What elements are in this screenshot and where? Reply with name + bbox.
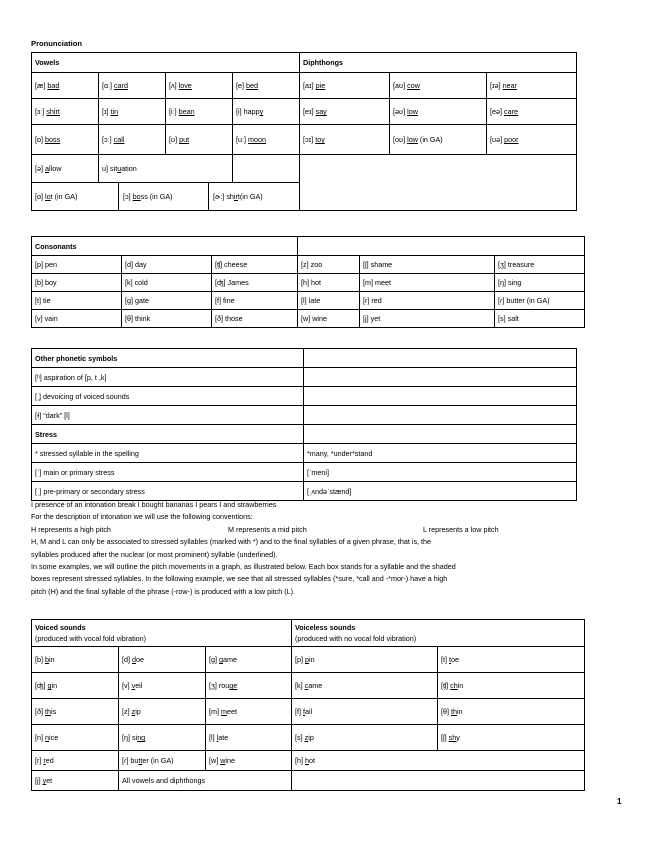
other-symbols-table <box>31 348 577 501</box>
page-title: Pronunciation <box>31 39 83 48</box>
vowel-cell: [æ] bad <box>32 73 99 99</box>
vowels-header: Vowels <box>32 53 300 73</box>
empty-cell <box>292 771 585 791</box>
voiceless-cell: [p] pin <box>292 647 438 673</box>
voiced-cell: [j] yet <box>32 771 119 791</box>
diphthong-cell: [ʊə] poor <box>487 125 577 155</box>
diphthong-cell: [aɪ] pie <box>300 73 390 99</box>
diphthong-cell: [əʊ] low <box>390 99 487 125</box>
voiceless-cell: [h] hot <box>292 751 585 771</box>
consonant-row <box>32 292 585 310</box>
vowels-table <box>31 52 577 211</box>
vowel-cell: [uː] moon <box>233 125 300 155</box>
voiced-cell: [ð] this <box>32 699 119 725</box>
symbol-example <box>304 406 577 425</box>
consonant-cell: [s] salt <box>495 310 585 328</box>
paragraph-line: H, M and L can only be associated to stressed syllables (marked with *) and to the final syllables of a given phrase, that is, the <box>31 537 432 547</box>
conventions-line: For the description of intonation we will use the following conventions: <box>31 512 253 522</box>
consonant-row <box>32 256 585 274</box>
voiced-subheader: (produced with vocal fold vibration) <box>35 634 147 643</box>
symbol-row <box>32 406 577 425</box>
symbol-description: * stressed syllable in the spelling <box>32 444 304 463</box>
ga-vowels-cell <box>32 183 300 211</box>
consonants-header: Consonants <box>32 237 298 256</box>
consonant-row <box>32 274 585 292</box>
symbol-example: [ˈmeni] <box>304 463 577 482</box>
paragraph-line: pitch (H) and the final syllable of the phrase (-row-) is produced with a low pitch (L). <box>31 586 296 596</box>
consonant-cell: [ʃ] shame <box>360 256 495 274</box>
other-symbols-header: Other phonetic symbols <box>32 349 304 368</box>
symbol-description: [ɫ] “dark” [l] <box>32 406 304 425</box>
voiced-cell: [w] wine <box>206 751 292 771</box>
high-pitch-label: H represents a high pitch <box>31 524 111 534</box>
vowel-cell: u] situation <box>99 155 233 183</box>
vowel-ga-boss: [ɔ] boss (in GA) <box>123 192 173 201</box>
consonant-cell: [l] late <box>298 292 360 310</box>
voiced-cell: [g] game <box>206 647 292 673</box>
voicing-row <box>32 725 585 751</box>
consonant-cell: [z] zoo <box>298 256 360 274</box>
vowel-row <box>32 73 577 99</box>
symbol-row <box>32 463 577 482</box>
symbol-example <box>304 387 577 406</box>
voiceless-header-cell <box>292 620 585 647</box>
consonant-cell: [d] day <box>122 256 212 274</box>
voiceless-subheader: (produced with no vocal fold vibration) <box>295 634 417 643</box>
vowel-ga-shirt: [ɚ:] shirt(in GA) <box>213 192 263 201</box>
intonation-break-line: I presence of an intonation break I bought bananas I pears I and strawberries <box>31 500 277 509</box>
consonant-cell: [t] tie <box>32 292 122 310</box>
symbol-description: [ˌ] pre-primary or secondary stress <box>32 482 304 501</box>
paragraph-line: boxes represent stressed syllables. In the following example, we see that all stressed syllables (*sure, *call and -*mor-) have a high <box>31 574 448 584</box>
consonant-cell: [ʧ] cheese <box>212 256 298 274</box>
mid-pitch-label: M represents a mid pitch <box>228 524 307 534</box>
voiced-header: Voiced sounds <box>35 623 86 632</box>
voiceless-cell: [θ] thin <box>438 699 585 725</box>
consonant-cell: [v] vain <box>32 310 122 328</box>
vowel-cell: [i] happy <box>233 99 300 125</box>
voiced-header-cell <box>32 620 292 647</box>
voiced-cell: [ŋ] sing <box>119 725 206 751</box>
symbol-row <box>32 368 577 387</box>
consonant-cell: [j] yet <box>360 310 495 328</box>
empty-cell <box>300 155 577 211</box>
voiced-cell: [d] doe <box>119 647 206 673</box>
consonant-row <box>32 310 585 328</box>
voiced-cell: [m] meet <box>206 699 292 725</box>
consonant-cell: [p] pen <box>32 256 122 274</box>
consonant-cell: [k] cold <box>122 274 212 292</box>
pitch-legend <box>31 524 631 536</box>
vowel-cell: [ʌ] love <box>166 73 233 99</box>
voicing-row <box>32 647 585 673</box>
symbol-example <box>304 368 577 387</box>
divider <box>118 183 119 210</box>
consonant-cell: [b] boy <box>32 274 122 292</box>
vowel-cell: [ʊ] put <box>166 125 233 155</box>
voiceless-cell: [ʃ] shy <box>438 725 585 751</box>
vowel-ga-lot: [ɑ] lot (in GA) <box>35 192 78 201</box>
symbol-row <box>32 425 577 444</box>
vowel-cell: [iː] bean <box>166 99 233 125</box>
consonant-cell: [ŋ] sing <box>495 274 585 292</box>
consonant-cell: [h] hot <box>298 274 360 292</box>
symbol-example: *many, *under*stand <box>304 444 577 463</box>
symbol-row <box>32 444 577 463</box>
low-pitch-label: L represents a low pitch <box>423 524 499 534</box>
symbol-example <box>304 425 577 444</box>
diphthong-cell: [aʊ] cow <box>390 73 487 99</box>
diphthong-cell: [oʊ] low (in GA) <box>390 125 487 155</box>
symbol-description: [ ̥] devoicing of voiced sounds <box>32 387 304 406</box>
voiced-cell: [l] late <box>206 725 292 751</box>
voiced-cell: [b] bin <box>32 647 119 673</box>
voiced-cell: [ɾ] butter (in GA) <box>119 751 206 771</box>
divider <box>208 183 209 210</box>
intonation-section <box>31 499 631 598</box>
symbol-row <box>32 482 577 501</box>
consonant-cell: [m] meet <box>360 274 495 292</box>
page-number: 1 <box>617 797 622 806</box>
vowel-cell: [ə] allow <box>32 155 99 183</box>
vowel-cell: [ɒ] boss <box>32 125 99 155</box>
voiced-cell: [ʒ] rouge <box>206 673 292 699</box>
voiceless-cell: [s] zip <box>292 725 438 751</box>
consonant-cell: [ɾ] butter (in GA) <box>495 292 585 310</box>
diphthong-cell: [ɪə] near <box>487 73 577 99</box>
voiceless-header: Voiceless sounds <box>295 623 356 632</box>
stress-header: Stress <box>32 425 304 444</box>
consonant-cell: [ð] those <box>212 310 298 328</box>
vowel-cell: [ɜː] shirt <box>32 99 99 125</box>
consonant-cell: [f] fine <box>212 292 298 310</box>
voiceless-cell: [ʧ] chin <box>438 673 585 699</box>
diphthong-cell: [eə] care <box>487 99 577 125</box>
voiceless-cell: [k] came <box>292 673 438 699</box>
consonant-cell: [ʤ] James <box>212 274 298 292</box>
diphthong-cell: [ɔɪ] toy <box>300 125 390 155</box>
consonant-cell: [g] gate <box>122 292 212 310</box>
paragraph-line: In some examples, we will outline the pitch movements in a graph, as illustrated below. Each box stands for a syllable and the shaded <box>31 562 456 572</box>
voicing-row <box>32 673 585 699</box>
voicing-row <box>32 771 585 791</box>
symbol-example <box>304 349 577 368</box>
voicing-table <box>31 619 585 791</box>
empty-cell <box>298 237 585 256</box>
vowel-cell: [ɪ] tin <box>99 99 166 125</box>
voiced-cell: [ʤ] gin <box>32 673 119 699</box>
diphthong-cell: [eɪ] say <box>300 99 390 125</box>
symbol-description: [ˈ] main or primary stress <box>32 463 304 482</box>
voicing-row <box>32 751 585 771</box>
all-vowels-cell: All vowels and diphthongs <box>119 771 292 791</box>
voiced-cell: [v] veil <box>119 673 206 699</box>
consonants-table <box>31 236 585 328</box>
vowel-cell: [ɔː] call <box>99 125 166 155</box>
symbol-row <box>32 387 577 406</box>
vowel-row <box>32 155 577 183</box>
consonant-cell: [r] red <box>360 292 495 310</box>
symbol-row <box>32 349 577 368</box>
vowel-row <box>32 125 577 155</box>
symbol-example: [ˌʌndəˈstænd] <box>304 482 577 501</box>
empty-cell <box>233 155 300 183</box>
voiceless-cell: [t] toe <box>438 647 585 673</box>
symbol-description: [ʰ] aspiration of [p, t ,k] <box>32 368 304 387</box>
voiceless-cell: [f] fail <box>292 699 438 725</box>
vowel-row <box>32 99 577 125</box>
voiced-cell: [r] red <box>32 751 119 771</box>
vowel-cell: [e] bed <box>233 73 300 99</box>
voiced-cell: [z] zip <box>119 699 206 725</box>
voicing-row <box>32 699 585 725</box>
consonant-cell: [θ] think <box>122 310 212 328</box>
consonant-cell: [ʒ] treasure <box>495 256 585 274</box>
voiced-cell: [n] nice <box>32 725 119 751</box>
consonant-cell: [w] wine <box>298 310 360 328</box>
vowel-cell: [ɑː] card <box>99 73 166 99</box>
diphthongs-header: Diphthongs <box>300 53 577 73</box>
paragraph-line: syllables produced after the nuclear (or most prominent) syllable (underlined). <box>31 549 278 559</box>
